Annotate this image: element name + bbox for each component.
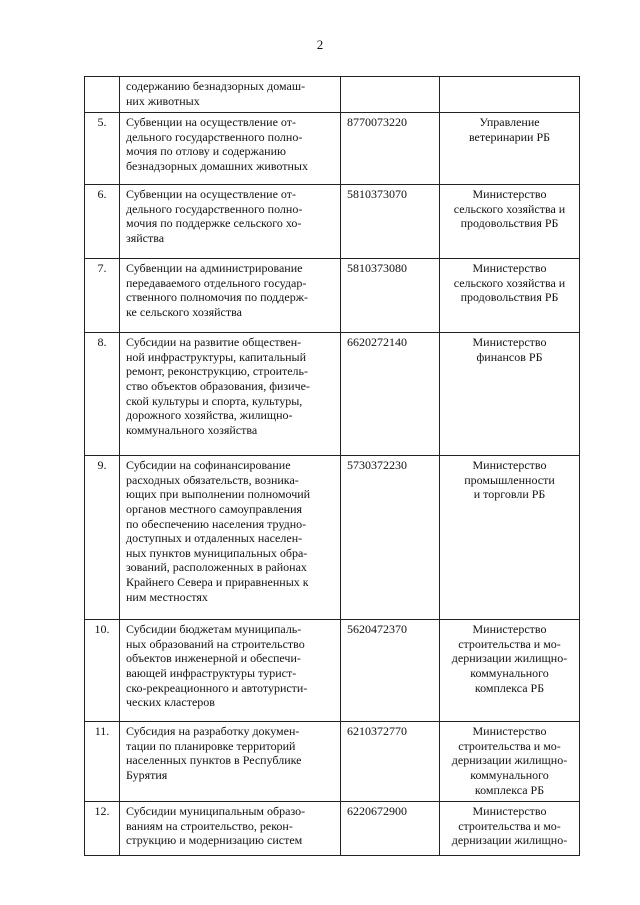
row-number: 7. <box>85 259 120 333</box>
row-responsible: Министерство финансов РБ <box>440 333 580 456</box>
row-responsible: Министерство строительства и мо- дернизации жилищно- коммунального комплекса РБ <box>440 722 580 802</box>
row-description: Субсидии муниципальным образо- ваниям на строительство, рекон- струкцию и модернизацию систем <box>120 802 341 856</box>
subsidies-table <box>84 76 580 856</box>
table-row <box>85 620 580 722</box>
row-description: Субсидия на разработку докумен- тации по планировке территорий населенных пунктов в Республике Бурятия <box>120 722 341 802</box>
row-code: 5810373070 <box>341 185 440 259</box>
row-description: Субвенции на осуществление от- дельного государственного полно- мочия по отлову и содержанию безнадзорных домашних животных <box>120 113 341 185</box>
row-number: 9. <box>85 456 120 620</box>
row-code: 8770073220 <box>341 113 440 185</box>
table-row <box>85 259 580 333</box>
row-number: 8. <box>85 333 120 456</box>
row-responsible <box>440 77 580 113</box>
row-code: 5730372230 <box>341 456 440 620</box>
row-description: Субвенции на осуществление от- дельного государственного полно- мочия по поддержке сельского хо- зяйства <box>120 185 341 259</box>
row-code: 6220672900 <box>341 802 440 856</box>
row-responsible: Министерство сельского хозяйства и продовольствия РБ <box>440 185 580 259</box>
table-row <box>85 722 580 802</box>
table-row <box>85 113 580 185</box>
row-number <box>85 77 120 113</box>
row-code: 5620472370 <box>341 620 440 722</box>
row-description: Субсидии бюджетам муниципаль- ных образований на строительство объектов инженерной и обеспечи- вающей инфраструктуры турист- ско-рекреационного и автотуристи- ческих кластеров <box>120 620 341 722</box>
row-responsible: Министерство строительства и мо- дернизации жилищно- коммунального комплекса РБ <box>440 620 580 722</box>
row-number: 12. <box>85 802 120 856</box>
row-description: Субсидии на софинансирование расходных обязательств, возника- ющих при выполнении полномочий органов местного самоуправления по обеспечению населения трудно- доступных и отдаленных населен- ных пунктов муниципальных обра- зований, расположенных в районах Крайнего Севера и приравненных к ним местностях <box>120 456 341 620</box>
table-row <box>85 802 580 856</box>
row-description: содержанию безнадзорных домаш- них животных <box>120 77 341 113</box>
table-row <box>85 77 580 113</box>
row-description: Субвенции на администрирование передаваемого отдельного государ- ственного полномочия по поддерж- ке сельского хозяйства <box>120 259 341 333</box>
row-number: 10. <box>85 620 120 722</box>
row-code: 6620272140 <box>341 333 440 456</box>
row-number: 11. <box>85 722 120 802</box>
row-responsible: Министерство промышленности и торговли РБ <box>440 456 580 620</box>
row-responsible: Управление ветеринарии РБ <box>440 113 580 185</box>
table-row <box>85 456 580 620</box>
row-number: 5. <box>85 113 120 185</box>
row-responsible: Министерство сельского хозяйства и продовольствия РБ <box>440 259 580 333</box>
page-number: 2 <box>316 37 324 52</box>
row-description: Субсидии на развитие обществен- ной инфраструктуры, капитальный ремонт, реконструкцию, строитель- ство объектов образования, физиче- ской культуры и спорта, культуры, дорожного хозяйства, жилищно- коммунального хозяйства <box>120 333 341 456</box>
row-responsible: Министерство строительства и мо- дернизации жилищно- <box>440 802 580 856</box>
row-number: 6. <box>85 185 120 259</box>
row-code <box>341 77 440 113</box>
row-code: 6210372770 <box>341 722 440 802</box>
table-row <box>85 185 580 259</box>
table-row <box>85 333 580 456</box>
row-code: 5810373080 <box>341 259 440 333</box>
